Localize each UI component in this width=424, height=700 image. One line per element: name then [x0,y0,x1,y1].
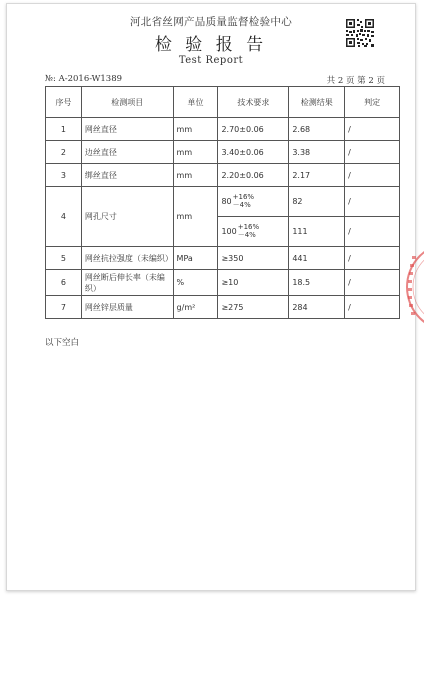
row-result: 82 [289,187,345,217]
row-requirement: ≥10 [218,270,289,296]
row-no: 6 [46,270,82,296]
row-unit: mm [173,164,218,187]
row-item: 边丝直径 [81,141,173,164]
report-title: 检 验 报 告 [154,35,268,55]
header-unit: 单位 [173,87,218,118]
row-unit: mm [173,187,218,247]
row-requirement: ≥350 [218,247,289,270]
row-no: 2 [46,141,82,164]
row-verdict: / [345,270,400,296]
report-number: №: A-2016-W1389 [45,74,123,84]
table-row [46,164,400,187]
row-no: 7 [46,296,82,319]
row-verdict: / [345,164,400,187]
table-row [46,187,400,217]
row-requirement: 2.70±0.06 [218,118,289,141]
header-item: 检测项目 [81,87,173,118]
row-verdict: / [345,141,400,164]
row-unit: mm [173,141,218,164]
report-page [6,3,416,591]
page-info: 共 2 页 第 2 页 [326,76,385,86]
tolerance-plus: +16% [232,193,255,202]
requirement-base: 80 [221,197,232,206]
row-item: 绑丝直径 [81,164,173,187]
header-verdict: 判定 [345,87,400,118]
tolerance-minus: －4% [232,200,251,209]
row-verdict: / [345,118,400,141]
requirement-base: 100 [221,227,237,236]
row-unit: % [173,270,218,296]
row-item: 网孔尺寸 [81,187,173,247]
following-blank-note: 以下空白 [45,338,80,348]
tolerance [238,224,259,239]
row-requirement [218,187,289,217]
row-result: 284 [289,296,345,319]
header-requirement: 技术要求 [218,87,289,118]
table-row [46,247,400,270]
row-item: 网丝直径 [81,118,173,141]
row-unit: mm [173,118,218,141]
row-requirement: 2.20±0.06 [218,164,289,187]
row-requirement: ≥275 [218,296,289,319]
table-row [46,118,400,141]
table-row [46,270,400,296]
row-result: 111 [289,217,345,247]
header-no: 序号 [46,87,82,118]
table-header-row [46,87,400,118]
row-requirement: 3.40±0.06 [218,141,289,164]
row-result: 18.5 [289,270,345,296]
table-row [46,296,400,319]
table-row [46,141,400,164]
official-seal-icon [403,242,424,332]
row-result: 2.68 [289,118,345,141]
row-item: 网丝锌层质量 [81,296,173,319]
row-verdict: / [345,247,400,270]
row-result: 441 [289,247,345,270]
row-verdict: / [345,187,400,217]
row-unit: MPa [173,247,218,270]
report-title-en: Test Report [178,55,244,66]
tolerance-minus: －4% [237,230,256,239]
row-result: 2.17 [289,164,345,187]
tolerance-plus: +16% [237,223,260,232]
row-no: 3 [46,164,82,187]
row-unit: g/m² [173,296,218,319]
row-requirement [218,217,289,247]
row-item: 网丝抗拉强度（未编织） [81,247,173,270]
row-no: 4 [46,187,82,247]
tolerance [233,194,254,209]
row-verdict: / [345,217,400,247]
org-name: 河北省丝网产品质量监督检验中心 [130,16,292,28]
row-item: 网丝断后伸长率（未编织） [81,270,173,296]
header-result: 检测结果 [289,87,345,118]
results-table [45,86,400,319]
row-result: 3.38 [289,141,345,164]
qr-code-icon [345,18,375,48]
row-no: 1 [46,118,82,141]
row-verdict: / [345,296,400,319]
row-no: 5 [46,247,82,270]
